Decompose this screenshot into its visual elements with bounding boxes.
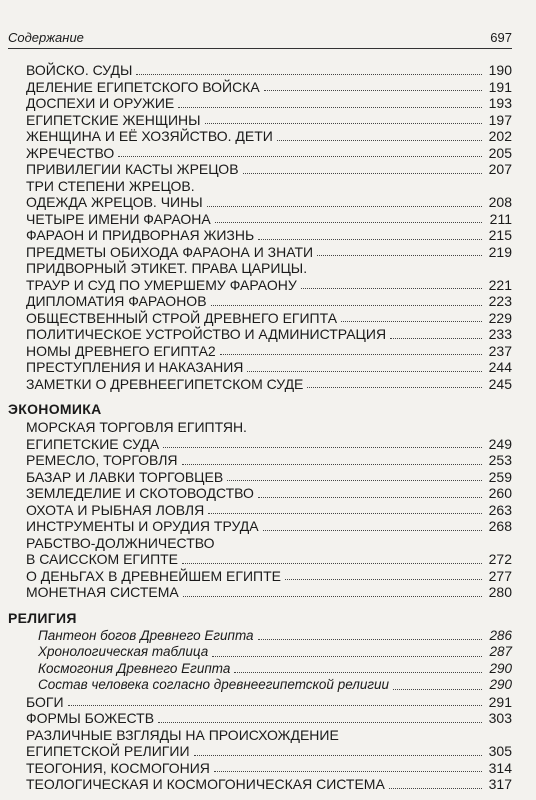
toc-entry-page: 280 — [488, 584, 512, 600]
toc-entry[interactable] — [8, 260, 512, 277]
toc-entry[interactable] — [8, 584, 512, 601]
toc-entry-title: ПРЕДМЕТЫ ОБИХОДА ФАРАОНА И ЗНАТИ — [26, 243, 314, 260]
toc-entry-page: 287 — [489, 644, 512, 659]
toc-entry-page: 253 — [488, 452, 512, 468]
toc-entry-page: 268 — [488, 518, 512, 534]
toc-entry-title: БОГИ — [26, 693, 64, 710]
toc-entry-title: Состав человека согласно древнеегипетской религии — [38, 677, 390, 692]
toc-entry[interactable] — [8, 535, 512, 552]
toc-entry-page: 291 — [488, 693, 512, 710]
dot-leader — [301, 288, 482, 289]
dot-leader — [207, 206, 482, 207]
toc-entry-title: ОХОТА И РЫБНАЯ ЛОВЛЯ — [26, 501, 205, 518]
toc-entry-page: 237 — [488, 342, 512, 359]
toc-entry-page: 191 — [488, 78, 512, 95]
toc-entry[interactable] — [8, 469, 512, 486]
toc-entry[interactable] — [8, 502, 512, 519]
toc-entry-title: ПРИДВОРНЫЙ ЭТИКЕТ. ПРАВА ЦАРИЦЫ. — [26, 260, 308, 276]
dot-leader — [220, 354, 482, 355]
toc-entry-title: ТЕОГОНИЯ, КОСМОГОНИЯ — [26, 759, 210, 776]
toc-entry-title: О ДЕНЬГАХ В ДРЕВНЕЙШЕМ ЕГИПТЕ — [26, 567, 281, 584]
toc-entry[interactable] — [8, 760, 512, 777]
toc-entry-title: ФАРАОН И ПРИДВОРНАЯ ЖИЗНЬ — [26, 227, 255, 243]
dot-leader — [285, 579, 482, 580]
toc-entry-page: 286 — [489, 627, 512, 643]
toc-entry-page: 229 — [488, 309, 512, 326]
table-of-contents — [8, 62, 512, 793]
toc-entry-title: РЕМЕСЛО, ТОРГОВЛЯ — [26, 452, 178, 468]
toc-entry[interactable] — [8, 293, 512, 310]
toc-entry-page: 272 — [488, 551, 512, 567]
toc-entry-title: БАЗАР И ЛАВКИ ТОРГОВЦЕВ — [26, 468, 224, 485]
toc-entry-title: ПРИВИЛЕГИИ КАСТЫ ЖРЕЦОВ — [26, 161, 239, 177]
toc-entry[interactable] — [8, 644, 512, 661]
toc-entry-page: 314 — [488, 759, 512, 776]
toc-entry[interactable] — [8, 95, 512, 112]
toc-entry-page: 290 — [489, 660, 512, 676]
section-heading: РЕЛИГИЯ — [8, 609, 77, 626]
toc-entry-title: ТРАУР И СУД ПО УМЕРШЕМУ ФАРАОНУ — [26, 276, 297, 293]
toc-entry-page: 233 — [488, 326, 512, 342]
toc-entry-title: ОДЕЖДА ЖРЕЦОВ. ЧИНЫ — [26, 194, 203, 210]
toc-entry-title: ДИПЛОМАТИЯ ФАРАОНОВ — [26, 293, 207, 309]
toc-entry-title: ЧЕТЫРЕ ИМЕНИ ФАРАОНА — [26, 210, 211, 227]
toc-entry-title: ЖРЕЧЕСТВО — [26, 144, 115, 161]
dot-leader — [183, 596, 482, 597]
toc-entry-title: ЗАМЕТКИ О ДРЕВНЕЕГИПЕТСКОМ СУДЕ — [26, 375, 304, 392]
toc-entry-page: 190 — [488, 62, 512, 78]
toc-entry-title: Космогония Древнего Египта — [38, 660, 231, 676]
dot-leader — [247, 371, 482, 372]
toc-entry-title: Пантеон богов Древнего Египта — [38, 627, 254, 643]
toc-entry[interactable] — [8, 376, 512, 393]
dot-leader — [158, 722, 482, 723]
dot-leader — [227, 480, 482, 481]
dot-leader — [263, 530, 482, 531]
toc-entry[interactable] — [8, 277, 512, 294]
toc-entry-title: ДОСПЕХИ И ОРУЖИЕ — [26, 95, 175, 111]
toc-entry[interactable] — [8, 727, 512, 744]
dot-leader — [208, 513, 482, 514]
dot-leader — [194, 755, 482, 756]
toc-entry[interactable] — [8, 518, 512, 535]
toc-entry-page: 305 — [488, 743, 512, 759]
toc-entry-page: 290 — [489, 677, 512, 692]
toc-entry-page: 259 — [488, 468, 512, 485]
dot-leader — [393, 689, 482, 690]
dot-leader — [212, 656, 482, 657]
toc-entry-page: 277 — [488, 567, 512, 584]
header-page-number: 697 — [490, 30, 512, 45]
toc-entry-title: Хронологическая таблица — [38, 644, 209, 659]
dot-leader — [182, 563, 482, 564]
toc-entry[interactable] — [8, 128, 512, 145]
dot-leader — [234, 672, 482, 673]
toc-entry[interactable] — [8, 452, 512, 469]
toc-entry[interactable] — [8, 551, 512, 568]
toc-entry[interactable] — [8, 677, 512, 694]
toc-entry[interactable] — [8, 568, 512, 585]
toc-entry[interactable] — [8, 62, 512, 79]
toc-entry-title: МОРСКАЯ ТОРГОВЛЯ ЕГИПТЯН. — [26, 419, 247, 435]
dot-leader — [205, 123, 482, 124]
toc-entry-title: РАЗЛИЧНЫЕ ВЗГЛЯДЫ НА ПРОИСХОЖДЕНИЕ — [26, 726, 339, 743]
dot-leader — [215, 222, 482, 223]
toc-entry[interactable] — [8, 710, 512, 727]
toc-entry-page: 317 — [488, 776, 512, 792]
toc-entry[interactable] — [8, 485, 512, 502]
toc-entry[interactable] — [8, 112, 512, 129]
dot-leader — [307, 387, 482, 388]
dot-leader — [277, 140, 482, 141]
dot-leader — [68, 705, 482, 706]
toc-entry-page: 221 — [488, 276, 512, 293]
toc-entry-page: 219 — [488, 243, 512, 260]
toc-entry-title: ВОЙСКО. СУДЫ — [26, 62, 133, 78]
toc-entry[interactable] — [8, 359, 512, 376]
toc-entry[interactable] — [8, 776, 512, 793]
toc-entry-title: ПРЕСТУПЛЕНИЯ И НАКАЗАНИЯ — [26, 359, 244, 375]
toc-entry[interactable] — [8, 436, 512, 453]
toc-entry-page: 263 — [488, 501, 512, 518]
toc-entry-page: 249 — [488, 435, 512, 452]
toc-entry-page: 202 — [488, 128, 512, 144]
toc-entry-page: 207 — [488, 161, 512, 177]
toc-entry[interactable] — [8, 145, 512, 162]
toc-entry-page: 303 — [488, 710, 512, 726]
toc-entry-page: 260 — [488, 485, 512, 501]
toc-entry-title: ЕГИПЕТСКОЙ РЕЛИГИИ — [26, 743, 190, 759]
toc-entry-title: ТРИ СТЕПЕНИ ЖРЕЦОВ. — [26, 177, 195, 194]
toc-entry[interactable] — [8, 194, 512, 211]
toc-entry-title: ПОЛИТИЧЕСКОЕ УСТРОЙСТВО И АДМИНИСТРАЦИЯ — [26, 326, 387, 342]
dot-leader — [390, 338, 482, 339]
dot-leader — [178, 107, 482, 108]
toc-entry-page: 223 — [488, 293, 512, 309]
toc-entry-title: В САИССКОМ ЕГИПТЕ — [26, 551, 179, 567]
running-header — [8, 28, 512, 49]
dot-leader — [214, 771, 482, 772]
toc-entry-title: ИНСТРУМЕНТЫ И ОРУДИЯ ТРУДА — [26, 518, 259, 534]
dot-leader — [136, 74, 482, 75]
toc-entry[interactable] — [8, 343, 512, 360]
dot-leader — [258, 497, 482, 498]
dot-leader — [258, 639, 482, 640]
toc-entry-title: ЖЕНЩИНА И ЕЁ ХОЗЯЙСТВО. ДЕТИ — [26, 128, 273, 144]
toc-entry-title: ДЕЛЕНИЕ ЕГИПЕТСКОГО ВОЙСКА — [26, 78, 260, 95]
dot-leader — [163, 447, 482, 448]
toc-entry[interactable] — [8, 161, 512, 178]
toc-entry-page: 244 — [488, 359, 512, 375]
dot-leader — [211, 305, 482, 306]
toc-entry[interactable] — [8, 661, 512, 678]
dot-leader — [258, 239, 482, 240]
toc-entry[interactable] — [8, 227, 512, 244]
toc-entry[interactable] — [8, 211, 512, 228]
toc-entry-title: ТЕОЛОГИЧЕСКАЯ И КОСМОГОНИЧЕСКАЯ СИСТЕМА — [26, 776, 385, 792]
toc-entry[interactable] — [8, 743, 512, 760]
toc-entry-page: 193 — [488, 95, 512, 111]
dot-leader — [182, 464, 483, 465]
toc-entry[interactable] — [8, 419, 512, 436]
toc-entry[interactable] — [8, 178, 512, 195]
toc-entry-title: ОБЩЕСТВЕННЫЙ СТРОЙ ДРЕВНЕГО ЕГИПТА — [26, 309, 338, 326]
dot-leader — [317, 255, 482, 256]
dot-leader — [389, 788, 482, 789]
toc-entry-title: ЗЕМЛЕДЕЛИЕ И СКОТОВОДСТВО — [26, 485, 254, 501]
toc-entry-title: ЕГИПЕТСКИЕ ЖЕНЩИНЫ — [26, 111, 201, 128]
toc-entry-title: ФОРМЫ БОЖЕСТВ — [26, 710, 155, 726]
toc-entry[interactable] — [8, 310, 512, 327]
toc-entry-title: РАБСТВО-ДОЛЖНИЧЕСТВО — [26, 534, 215, 551]
toc-entry-page: 245 — [488, 375, 512, 392]
toc-entry[interactable] — [8, 79, 512, 96]
toc-entry[interactable] — [8, 628, 512, 645]
toc-entry-title: НОМЫ ДРЕВНЕГО ЕГИПТА2 — [26, 342, 216, 359]
toc-entry-page: 215 — [488, 227, 512, 243]
toc-entry-page: 211 — [489, 210, 512, 227]
dot-leader — [341, 321, 482, 322]
dot-leader — [118, 156, 482, 157]
toc-entry[interactable] — [8, 694, 512, 711]
toc-entry-title: МОНЕТНАЯ СИСТЕМА — [26, 584, 179, 600]
header-title: Содержание — [8, 30, 84, 45]
toc-entry[interactable] — [8, 326, 512, 343]
dot-leader — [243, 173, 482, 174]
toc-entry-page: 205 — [488, 144, 512, 161]
dot-leader — [264, 90, 482, 91]
toc-entry[interactable] — [8, 244, 512, 261]
section-heading: ЭКОНОМИКА — [8, 401, 102, 417]
toc-entry-page: 208 — [488, 194, 512, 210]
toc-entry-title: ЕГИПЕТСКИЕ СУДА — [26, 435, 160, 452]
toc-entry-page: 197 — [488, 111, 512, 128]
